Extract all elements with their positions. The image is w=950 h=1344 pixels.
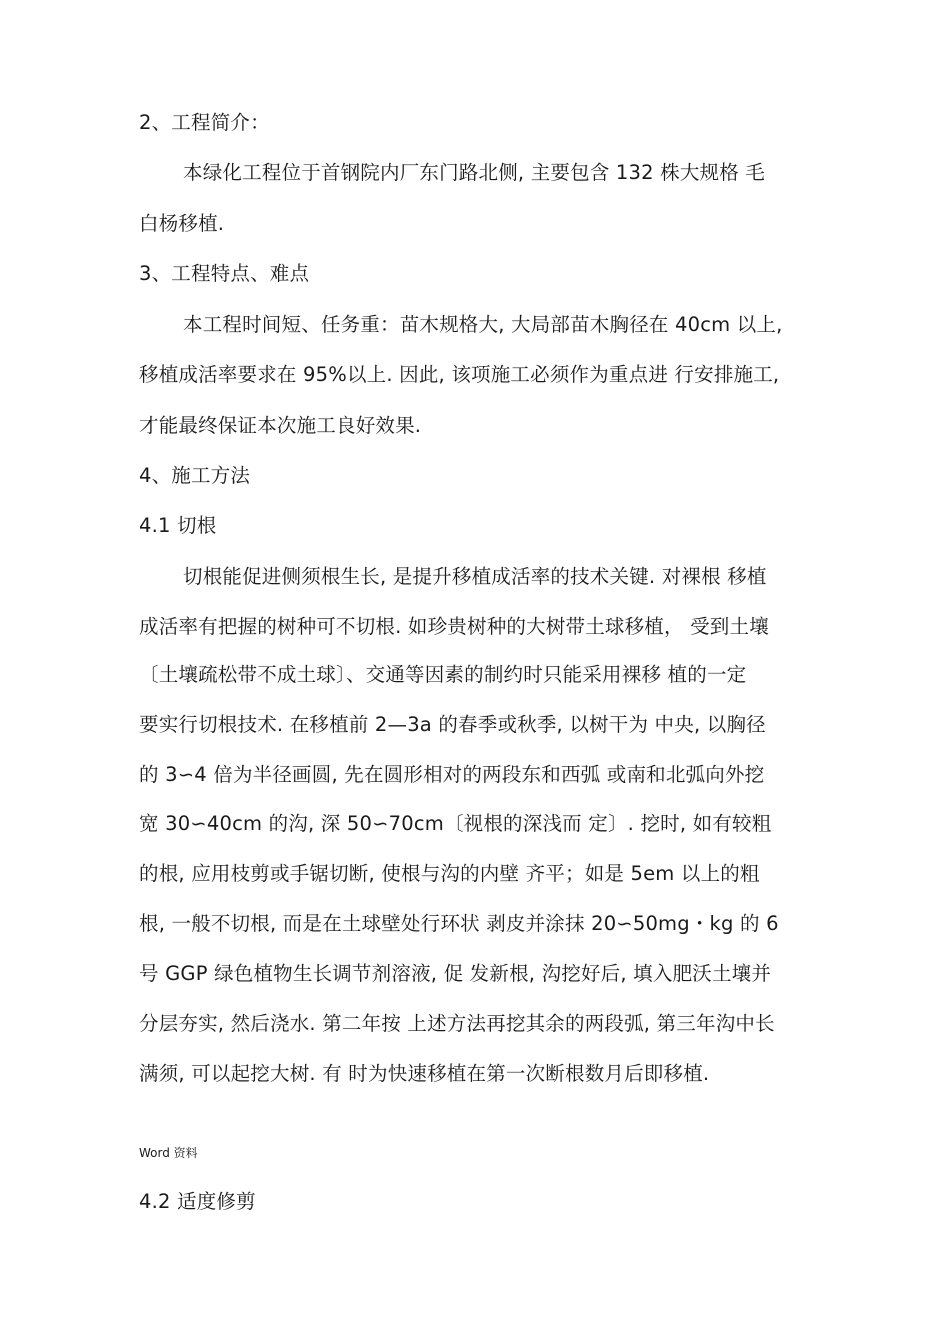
paragraph-line: 分层夯实, 然后浇水. 第二年按 上述方法再挖其余的两段弧, 第三年沟中长 xyxy=(139,1012,775,1035)
paragraph-line: 才能最终保证本次施工良好效果. xyxy=(139,414,422,437)
paragraph-line: 的 3∽4 倍为半径画圆, 先在圆形相对的两段东和西弧 或南和北弧向外挖 xyxy=(139,763,765,786)
paragraph-line: 号 GGP 绿色植物生长调节剂溶液, 促 发新根, 沟挖好后, 填入肥沃土壤并 xyxy=(139,962,772,985)
paragraph-line: 〔土壤疏松带不成土球〕、交通等因素的制约时只能采用裸移 植的一定 xyxy=(139,663,747,686)
section-heading-features: 3、工程特点、难点 xyxy=(139,262,310,285)
paragraph-line: 移植成活率要求在 95%以上. 因此, 该项施工必须作为重点进 行安排施工, xyxy=(139,363,780,386)
subsection-heading-pruning: 4.2 适度修剪 xyxy=(139,1190,256,1213)
page-footer-label: Word 资料 xyxy=(139,1146,198,1160)
paragraph-line: 切根能促进侧须根生长, 是提升移植成活率的技术关键. 对裸根 移植 xyxy=(183,565,767,588)
section-heading-project-intro: 2、工程简介： xyxy=(139,111,270,134)
paragraph-line: 要实行切根技术. 在移植前 2—3a 的春季或秋季, 以树干为 中央, 以胸径 xyxy=(139,713,766,736)
paragraph-line: 满须, 可以起挖大树. 有 时为快速移植在第一次断根数月后即移植. xyxy=(139,1062,710,1085)
paragraph-line: 根, 一般不切根, 而是在土球壁处行环状 剥皮并涂抹 20∽50mg・kg 的 6 xyxy=(139,912,779,935)
paragraph-line: 成活率有把握的树种可不切根. 如珍贵树种的大树带土球移植， 受到土壤 xyxy=(139,615,769,638)
section-heading-methods: 4、施工方法 xyxy=(139,464,251,487)
paragraph-line: 本工程时间短、任务重：苗木规格大, 大局部苗木胸径在 40cm 以上, xyxy=(183,313,783,336)
paragraph-line: 白杨移植. xyxy=(139,212,225,235)
paragraph-line: 本绿化工程位于首钢院内厂东门路北侧, 主要包含 132 株大规格 毛 xyxy=(183,161,766,184)
paragraph-line: 宽 30∽40cm 的沟, 深 50∽70cm〔视根的深浅而 定〕. 挖时, 如有较粗 xyxy=(139,812,772,835)
subsection-heading-root-cutting: 4.1 切根 xyxy=(139,514,217,537)
paragraph-line: 的根, 应用枝剪或手锯切断, 使根与沟的内壁 齐平；如是 5em 以上的粗 xyxy=(139,862,760,885)
